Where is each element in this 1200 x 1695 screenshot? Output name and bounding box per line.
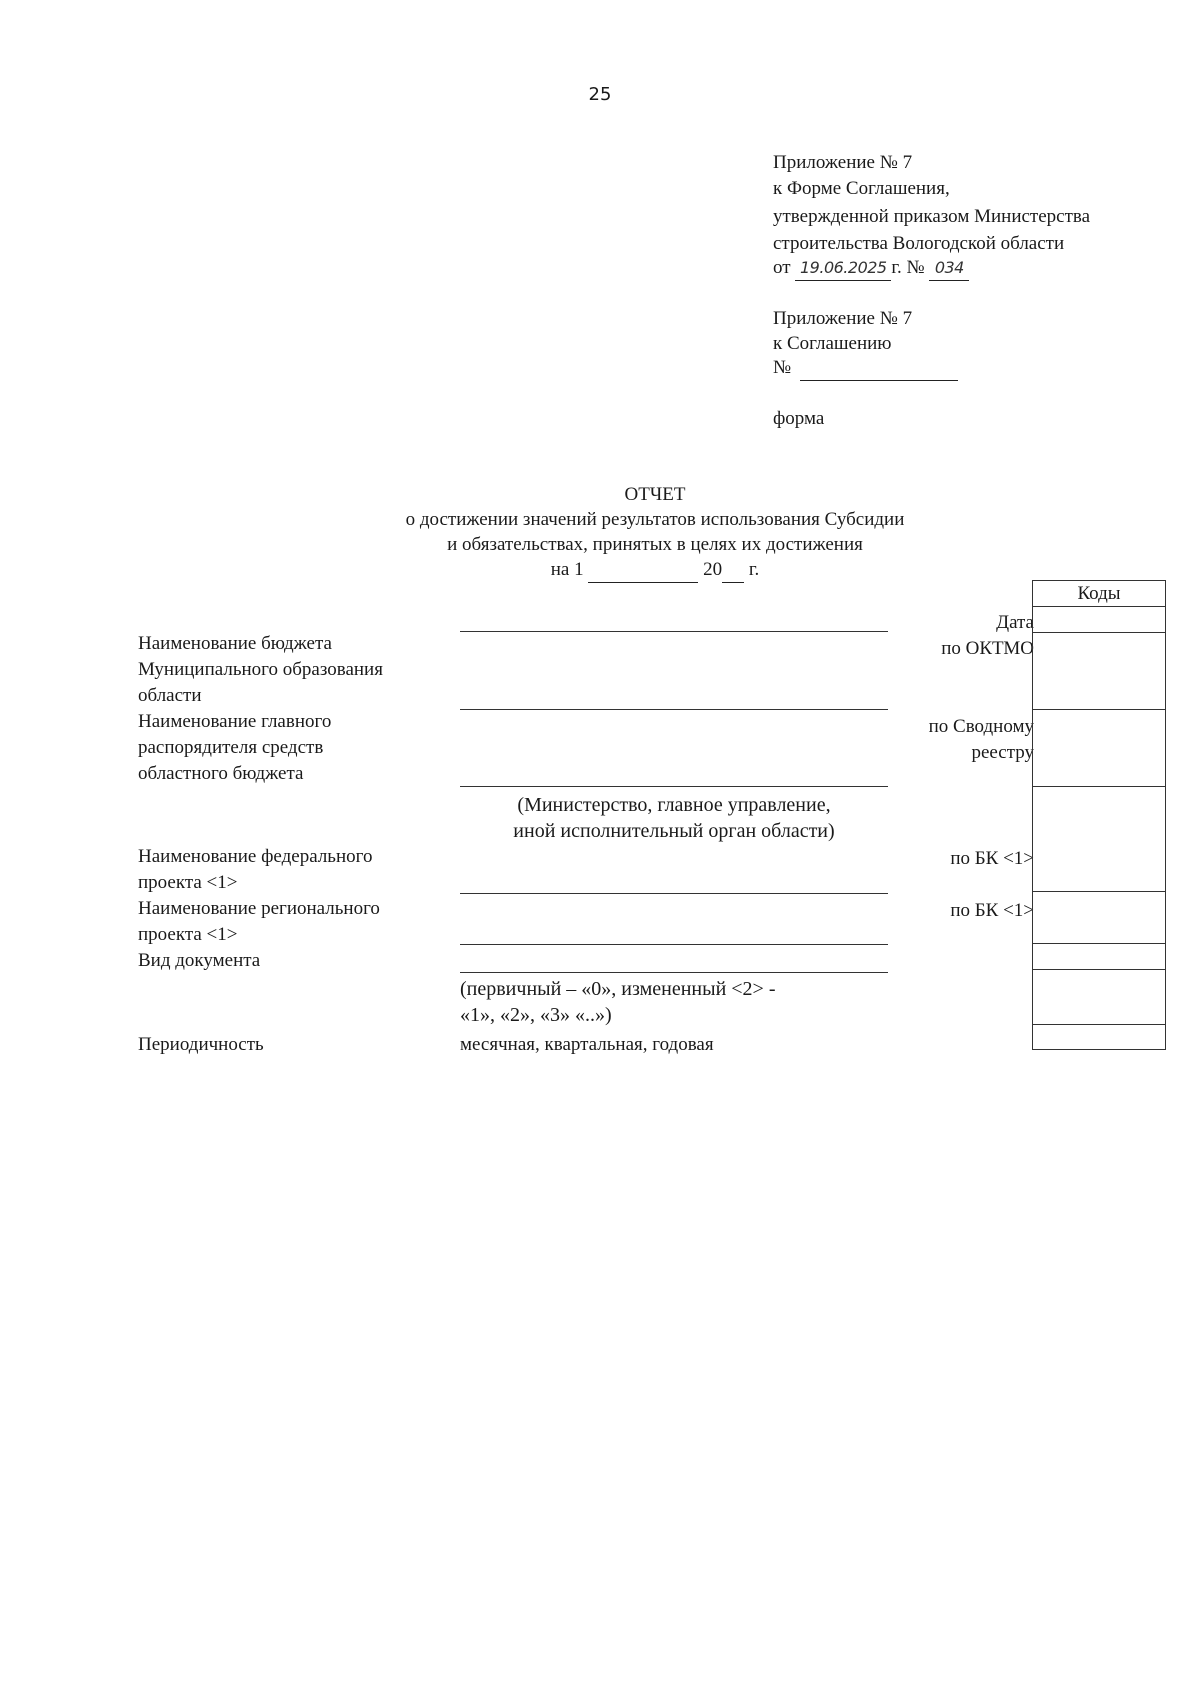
label-main-3: областного бюджета	[138, 763, 304, 784]
code-cell-periodicity	[1032, 1024, 1166, 1050]
year-number-prefix: г. №	[891, 257, 925, 278]
appendix-form-line-1: Приложение № 7	[773, 152, 913, 173]
label-svod-1: по Сводному	[928, 716, 1034, 737]
label-federal-2: проекта <1>	[138, 872, 238, 893]
code-cell-doc-type	[1032, 943, 1166, 970]
report-subtitle-1: о достижении значений результатов использования Субсидии	[405, 509, 905, 530]
agreement-number-line	[773, 355, 958, 381]
report-date-line	[55, 557, 1200, 583]
label-budget-1: Наименование бюджета	[138, 633, 332, 654]
appendix-form-line-4: строительства Вологодской области	[773, 233, 1065, 254]
report-year-blank	[722, 557, 744, 583]
form-label: форма	[773, 408, 825, 429]
agreement-number-prefix: №	[773, 357, 792, 378]
code-cell-bk-1	[1032, 786, 1166, 892]
code-cell-bk-2	[1032, 891, 1166, 944]
label-regional-2: проекта <1>	[138, 924, 238, 945]
codes-table	[1032, 580, 1168, 1050]
label-bk-1: по БК <1>	[950, 848, 1034, 869]
label-doc-type: Вид документа	[138, 950, 261, 971]
label-date: Дата	[996, 612, 1034, 633]
label-bk-2: по БК <1>	[950, 900, 1034, 921]
federal-project-line	[460, 893, 888, 894]
report-subtitle-2: и обязательствах, принятых в целях их достижения	[447, 534, 863, 555]
label-periodicity: Периодичность	[138, 1034, 264, 1055]
appendix-agreement-line-2: к Соглашению	[773, 333, 892, 354]
main-manager-line	[460, 709, 888, 710]
doc-type-line	[460, 972, 888, 973]
doctype-note-2: «1», «2», «3» «..»)	[460, 1004, 612, 1026]
agreement-number-blank	[800, 355, 958, 381]
code-cell-doc-version	[1032, 969, 1166, 1025]
label-main-2: распорядителя средств	[138, 737, 324, 758]
appendix-form-line-3: утвержденной приказом Министерства	[773, 206, 1091, 227]
page-number: 25	[588, 84, 612, 105]
label-budget-3: области	[138, 685, 202, 706]
label-federal-1: Наименование федерального	[138, 846, 373, 867]
label-oktmo: по ОКТМО	[941, 638, 1034, 659]
codes-header: Коды	[1032, 580, 1166, 607]
ministry-note-1: (Министерство, главное управление,	[517, 794, 831, 816]
ministry-note-2: иной исполнительный орган области)	[513, 820, 835, 842]
report-date-blank	[588, 557, 698, 583]
handwritten-date: 19.06.2025	[795, 255, 891, 281]
code-cell-oktmo	[1032, 632, 1166, 710]
code-cell-date	[1032, 606, 1166, 633]
doctype-note-1: (первичный – «0», измененный <2> -	[460, 978, 776, 1000]
handwritten-number: 034	[929, 255, 969, 281]
label-budget-2: Муниципального образования	[138, 659, 383, 680]
budget-name-line	[460, 631, 888, 632]
label-regional-1: Наименование регионального	[138, 898, 380, 919]
report-date-suffix: г.	[748, 559, 760, 580]
report-date-year: 20	[703, 559, 723, 580]
appendix-form-date-line	[773, 255, 969, 281]
regional-project-line	[460, 944, 888, 945]
appendix-form-line-2: к Форме Соглашения,	[773, 178, 950, 199]
periodicity-value: месячная, квартальная, годовая	[460, 1034, 714, 1055]
from-prefix: от	[773, 257, 791, 278]
ministry-line	[460, 786, 888, 787]
label-main-1: Наименование главного	[138, 711, 332, 732]
code-cell-svod	[1032, 709, 1166, 787]
label-svod-2: реестру	[971, 742, 1034, 763]
report-date-prefix: на 1	[550, 559, 584, 580]
appendix-agreement-line-1: Приложение № 7	[773, 308, 913, 329]
report-title: ОТЧЕТ	[624, 484, 686, 505]
